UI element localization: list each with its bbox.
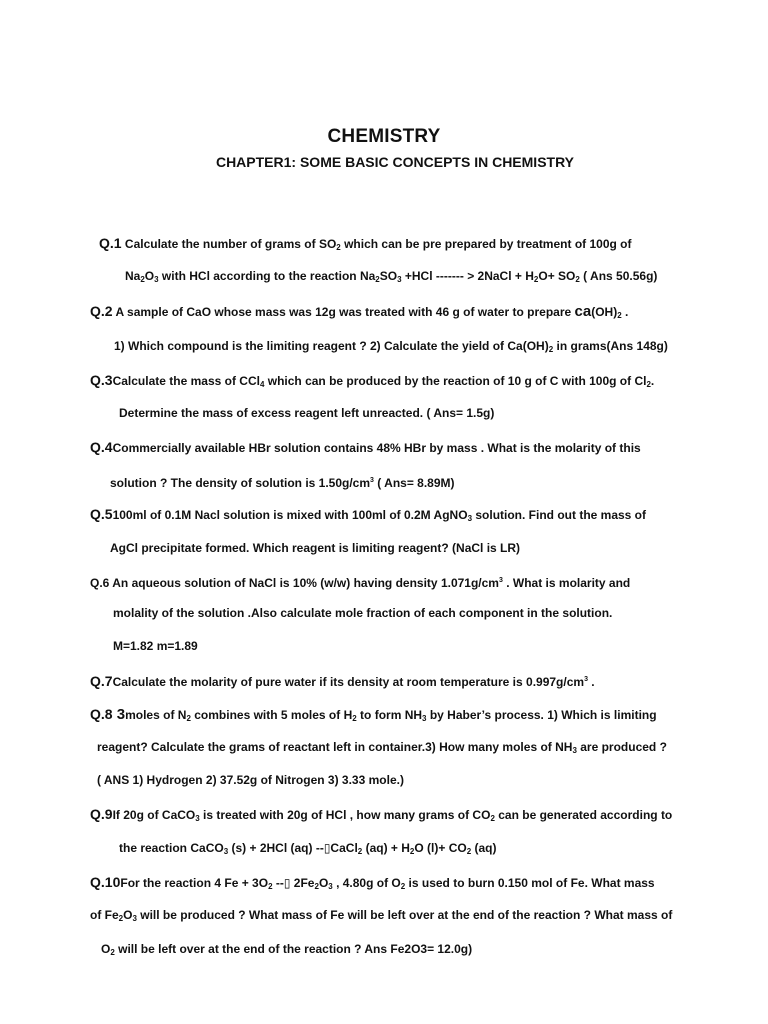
question-number: Q.7 (90, 673, 113, 689)
question-number: Q.9 (90, 806, 113, 822)
question-number: Q.4 (90, 439, 113, 455)
question-8-line-3: ( ANS 1) Hydrogen 2) 37.52g of Nitrogen 3) 3.33 mole.) (97, 773, 404, 787)
question-number: Q.5 (90, 506, 113, 522)
question-5-line-2: AgCl precipitate formed. Which reagent is limiting reagent? (NaCl is LR) (110, 541, 521, 555)
question-9-line-2: the reaction CaCO$_3$ (s) + 2HCl (aq) --▯CaCl$_2$ $(aq) + H_2O$ $(l)+ CO_2$ (aq) (119, 841, 497, 856)
question-number: Q.6 (90, 576, 110, 590)
question-1-line-1: Q.1 Calculate the number of grams of $SO_2$ which can be pre prepared by treatment of 100g of (99, 235, 632, 252)
question-3-line-2: Determine the mass of excess reagent left unreacted. ( Ans= 1.5g) (119, 406, 495, 420)
question-8-line-1: Q.8 3moles of $N_2$ combines with 5 moles of $H_2$ to form $NH_3$ by Haber’s process. 1) Which is limiting (90, 706, 657, 723)
question-number: Q.3 (90, 372, 113, 388)
question-8-line-2: reagent? Calculate the grams of reactant left in container.3) How many moles of $NH_3$ are produced ? (97, 740, 667, 755)
document-title: CHEMISTRY (327, 126, 441, 147)
question-6-line-3: M=1.82 m=1.89 (113, 639, 198, 653)
question-number: Q.1 (99, 235, 122, 251)
question-number: Q.2 (90, 303, 113, 319)
question-10-line-1: Q.10For the reaction 4 $Fe + 3O_2$ --▯ $2Fe_2O_3$ , 4.80g of $O_2$ is used to burn 0.150 mol of Fe. What mass (90, 874, 655, 891)
question-6-line-2: molality of the solution .Also calculate mole fraction of each component in the solution. (113, 606, 613, 620)
question-10-line-2: of $Fe_2O_3$ will be produced ? What mass of Fe will be left over at the end of the reaction ? What mass of (90, 908, 673, 923)
question-number: Q.8 (90, 706, 113, 722)
question-4-line-1: Q.4Commercially available HBr solution contains 48% HBr by mass . What is the molarity of this (90, 439, 641, 455)
question-2-line-1: Q.2 A sample of CaO whose mass was 12g was treated with 46 g of water to prepare $ca(OH)_2$ . (90, 303, 629, 320)
question-3-line-1: Q.3Calculate the mass of CCl$_4$ which can be produced by the reaction of 10 g of C with 100g of $Cl_2$. (90, 372, 655, 389)
question-1-line-2: $Na_2O_3$ with HCl according to the reaction $Na_2SO_3 +HCl$ ------- > 2NaCl + $H_2O+ SO_2$ ( Ans 50.56g) (125, 269, 658, 284)
question-10-line-3: $O_2$ will be left over at the end of the reaction ? Ans Fe2O3= 12.0g) (101, 942, 473, 957)
question-2-line-2: 1) Which compound is the limiting reagent ? 2) Calculate the yield of $Ca(OH)_2$ in grams(Ans 148g) (114, 339, 668, 354)
question-number: Q.10 (90, 874, 121, 890)
question-9-line-1: Q.9If 20g of CaCO$_3$ is treated with 20g of HCl , how many grams of $CO_2$ can be generated according to (90, 806, 673, 823)
question-5-line-1: Q.5100ml of 0.1M Nacl solution is mixed with 100ml of 0.2M AgNO$_3$ solution. Find out the mass of (90, 506, 647, 523)
question-4-line-2: solution ? The density of solution is $1.50g/cm^3$ ( Ans= 8.89M) (110, 476, 455, 490)
document-subtitle: CHAPTER1: SOME BASIC CONCEPTS IN CHEMISTRY (215, 154, 575, 170)
question-7-line-1: Q.7Calculate the molarity of pure water if its density at room temperature is $0.997g/cm^3$ . (90, 673, 595, 689)
question-6-line-1: Q.6 An aqueous solution of NaCl is 10% (w/w) having density $1.071g/cm^3$ . What is molarity and (90, 576, 631, 590)
